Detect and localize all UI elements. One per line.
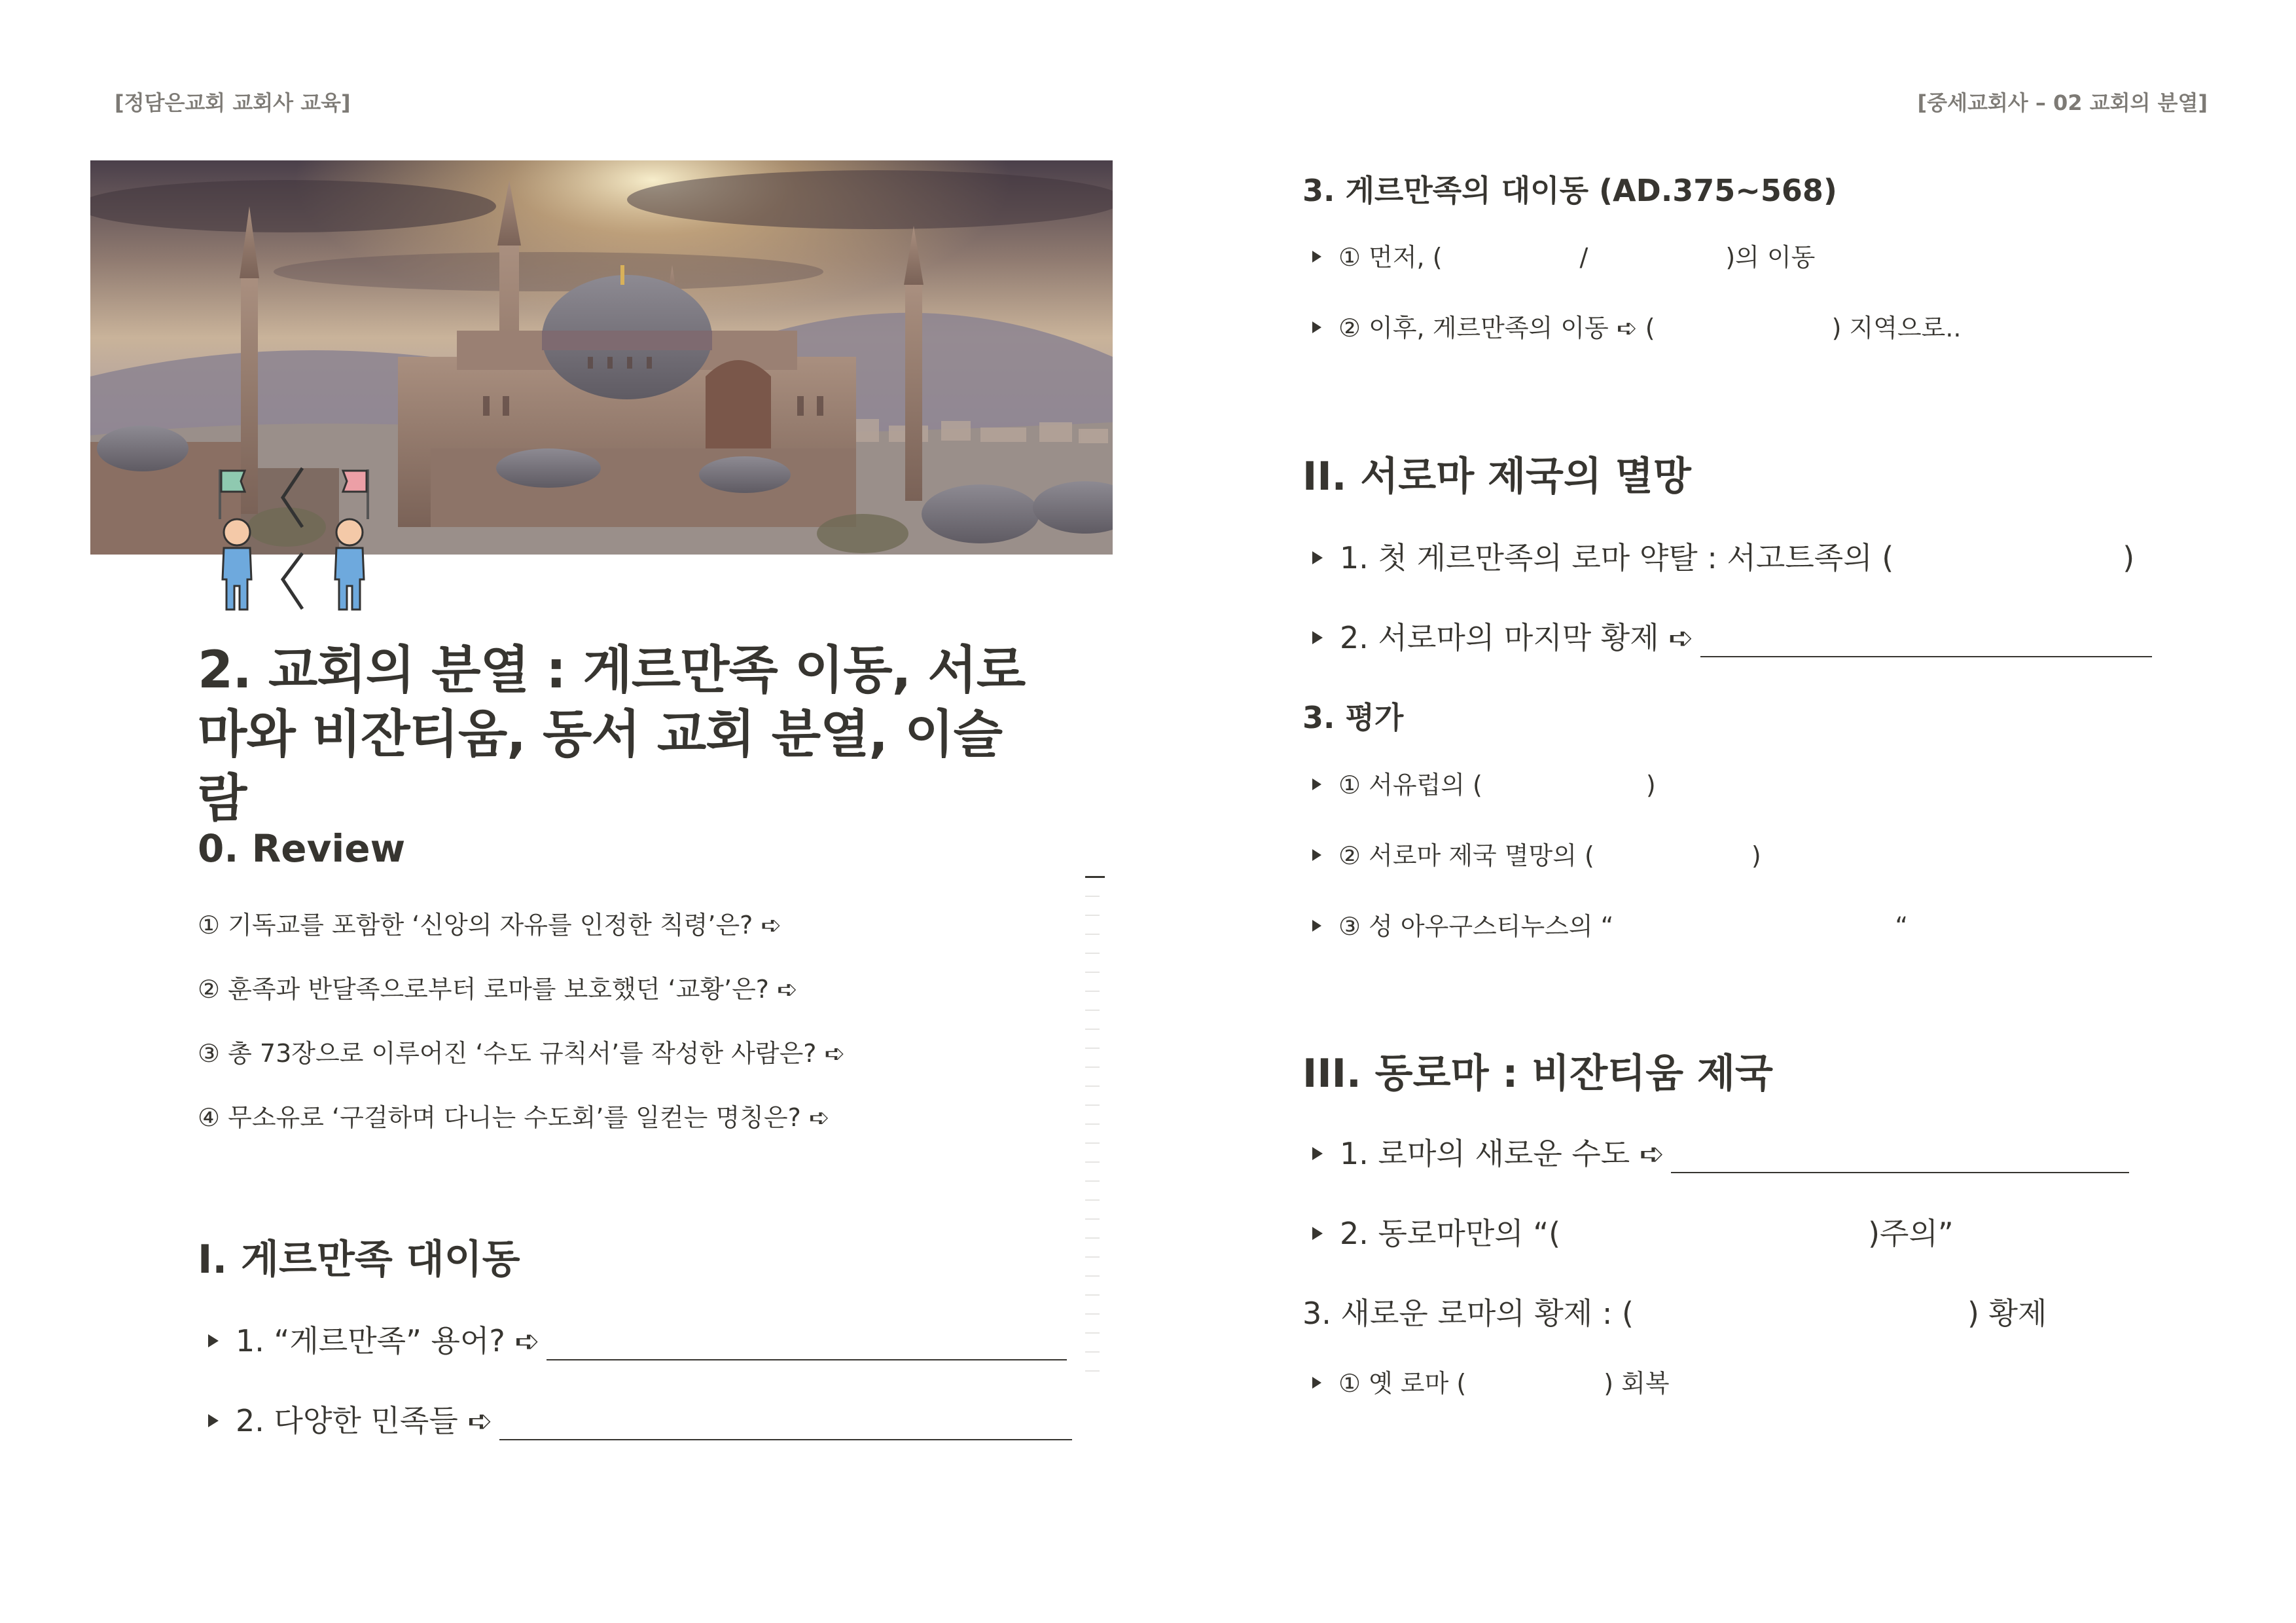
section-2-eval-heading: 3. 평가: [1302, 700, 1404, 735]
answer-blank[interactable]: [1671, 1146, 2129, 1173]
section-3-sub3-item: ① 옛 로마 ( ) 회복: [1312, 1363, 1670, 1399]
bullet-triangle-icon: [208, 1334, 219, 1347]
page-outline-indicator[interactable]: [1085, 876, 1105, 1413]
section-3-item: [1312, 1130, 2129, 1173]
section-3-heading: III. 동로마 : 비잔티움 제국: [1302, 1051, 1773, 1097]
section-1-heading: I. 게르만족 대이동: [198, 1237, 520, 1283]
item-label: 1. “게르만족” 용어? ➪: [236, 1323, 540, 1359]
bullet-triangle-icon: [1312, 631, 1323, 644]
bullet-triangle-icon: [1312, 551, 1323, 564]
sub3-item-b: ② 이후, 게르만족의 이동 ➪ ( ) 지역으로..: [1312, 308, 1962, 344]
page-title: 2. 교회의 분열 : 게르만족 이동, 서로마와 비잔티움, 동서 교회 분열, 이슬람: [198, 641, 1026, 828]
header-left: [정담은교회 교회사 교육]: [115, 90, 351, 115]
item-label: 2. 다양한 민족들 ➪: [236, 1403, 493, 1438]
review-question: ① 기독교를 포함한 ‘신앙의 자유를 인정한 칙령’은? ➪: [198, 911, 782, 939]
item-label: 1. 로마의 새로운 수도 ➪: [1340, 1136, 1665, 1171]
section-2-item: [1312, 614, 2152, 657]
bullet-triangle-icon: [1312, 778, 1321, 790]
section-2-heading: II. 서로마 제국의 멸망: [1302, 454, 1691, 500]
bullet-triangle-icon: [1312, 321, 1321, 333]
review-question: ③ 총 73장으로 이루어진 ‘수도 규칙서’를 작성한 사람은? ➪: [198, 1039, 846, 1068]
answer-blank[interactable]: [547, 1333, 1067, 1360]
eval-item: ② 서로마 제국 멸망의 ( ): [1312, 835, 1761, 871]
answer-blank[interactable]: [499, 1413, 1072, 1440]
review-question: ② 훈족과 반달족으로부터 로마를 보호했던 ‘교황’은? ➪: [198, 975, 798, 1004]
section-3-sub3: 3. 새로운 로마의 황제 : ( ) 황제: [1302, 1296, 2047, 1331]
eval-item: ① 서유럽의 ( ): [1312, 765, 1656, 801]
section-1-item: [208, 1317, 1067, 1360]
sub3-item-a: ① 먼저, ( / )의 이동: [1312, 237, 1815, 273]
section-2-item: 1. 첫 게르만족의 로마 약탈 : 서고트족의 ( ): [1312, 534, 2134, 577]
eval-item: ③ 성 아우구스티누스의 “ “: [1312, 906, 1908, 942]
bullet-triangle-icon: [208, 1414, 219, 1427]
review-question: ④ 무소유로 ‘구걸하며 다니는 수도회’를 일컫는 명칭은? ➪: [198, 1103, 830, 1132]
review-heading: 0. Review: [198, 826, 406, 871]
section-1-sub3-heading: 3. 게르만족의 대이동 (AD.375~568): [1302, 173, 1837, 208]
bullet-triangle-icon: [1312, 1377, 1321, 1389]
section-1-item: [208, 1397, 1072, 1440]
two-people-divided-icon: [211, 462, 378, 613]
bullet-triangle-icon: [1312, 1227, 1323, 1240]
header-right: [중세교회사 – 02 교회의 분열]: [1917, 90, 2208, 115]
answer-blank[interactable]: [1700, 630, 2152, 657]
bullet-triangle-icon: [1312, 251, 1321, 263]
bullet-triangle-icon: [1312, 920, 1321, 932]
item-label: 2. 서로마의 마지막 황제 ➪: [1340, 620, 1694, 655]
section-3-item: 2. 동로마만의 “( )주의”: [1312, 1210, 1954, 1253]
bullet-triangle-icon: [1312, 849, 1321, 861]
bullet-triangle-icon: [1312, 1147, 1323, 1160]
